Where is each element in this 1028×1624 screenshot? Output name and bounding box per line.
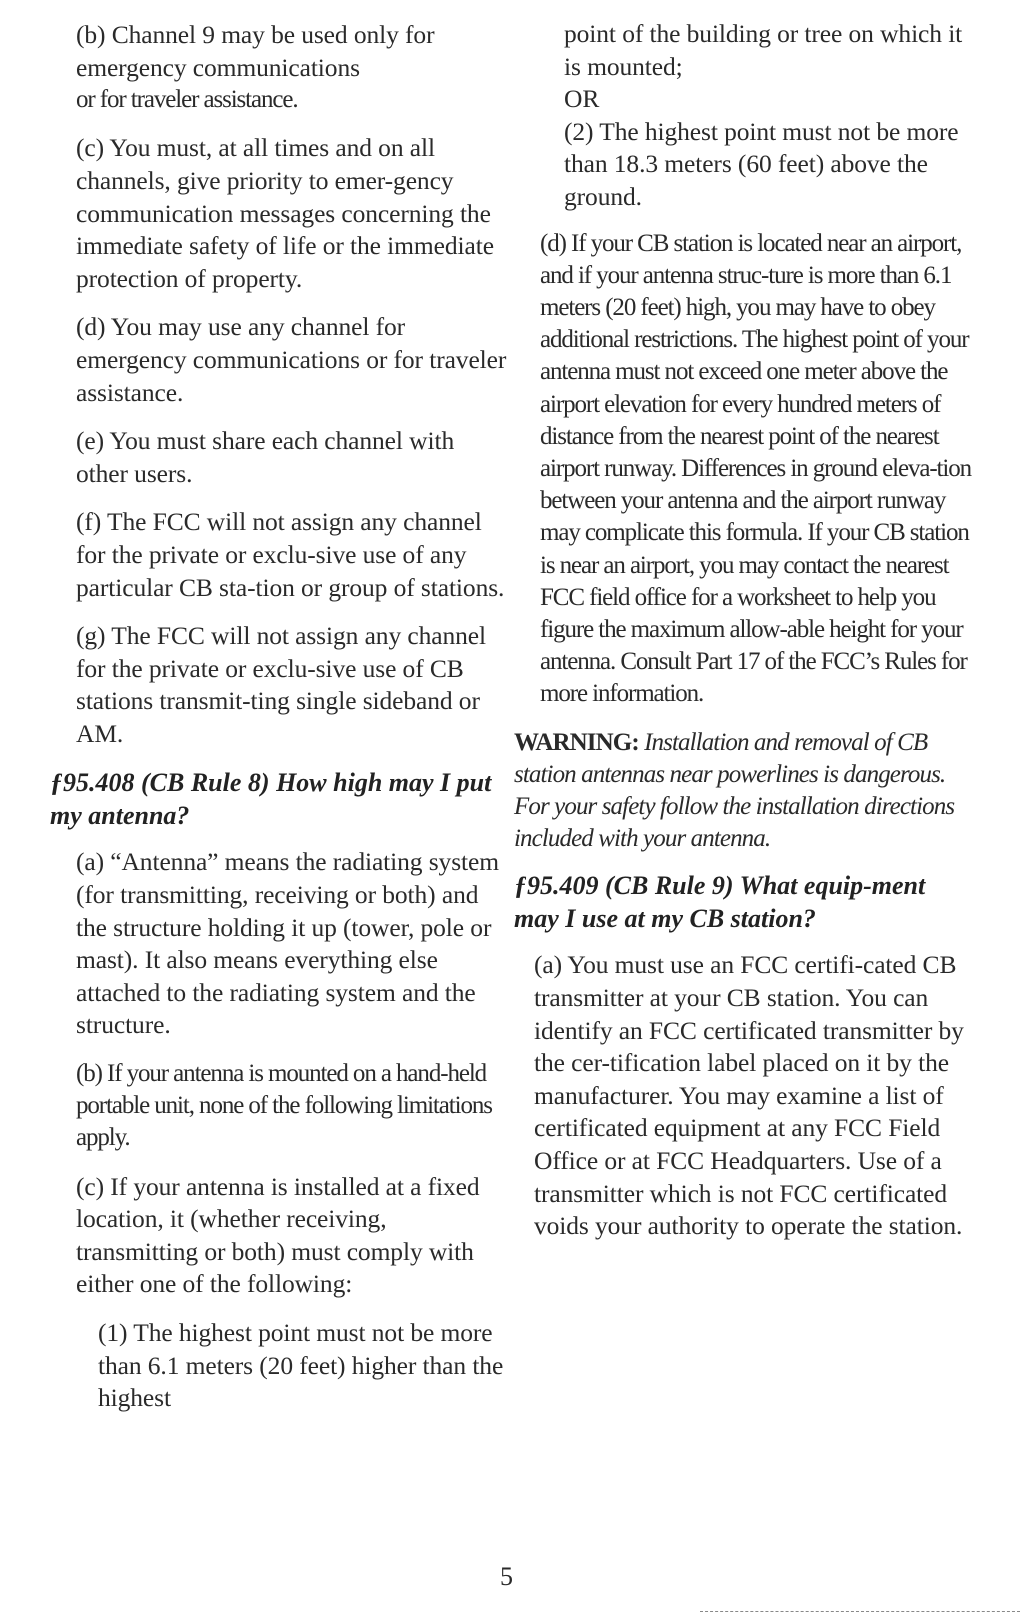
- para-c: (c) You must, at all times and on all channels, give priority to emer-gency communication messages concerning the immediate safety of life or the immediate protection of property.: [76, 133, 494, 293]
- rule8-para-c1: (1) The highest point must not be more than 6.1 meters (20 feet) higher than the highest: [98, 1318, 504, 1413]
- rule8-para-b: (b) If your antenna is mounted on a hand-held portable unit, none of the following limitations apply.: [76, 1060, 492, 1152]
- section-heading-95-409: ƒ95.409 (CB Rule 9) What equip-ment may I use at my CB station?: [514, 871, 926, 934]
- left-column: [50, 0, 508, 1415]
- para-e: (e) You must share each channel with other users.: [76, 426, 455, 488]
- rule8-para-a: (a) “Antenna” means the radiating system (for transmitting, receiving or both) and the structure holding it up (tower, pole or mast). It also means everything else attached to the radiating system and the structure.: [76, 847, 499, 1040]
- para-b: (b) Channel 9 may be used only for emergency communications: [76, 20, 435, 82]
- footer-rule: [700, 1611, 1020, 1612]
- rule8-para-c2: (2) The highest point must not be more than 18.3 meters (60 feet) above the ground.: [564, 116, 959, 211]
- rule8-para-c1-continued: point of the building or tree on which it is mounted;: [564, 19, 963, 81]
- rule8-para-c: (c) If your antenna is installed at a fixed location, it (whether receiving, transmitting or both) must comply with either one of the following:: [76, 1171, 480, 1299]
- para-f: (f) The FCC will not assign any channel for the private or exclu-sive use of any particular CB sta-tion or group of stations.: [76, 507, 505, 602]
- warning-note: [514, 727, 974, 856]
- para-d: (d) You may use any channel for emergency communications or for traveler assistance.: [76, 312, 507, 407]
- warning-text: Installation and removal of CB station antennas near powerlines is dangerous. For your safety follow the installation directions included with your antenna.: [514, 728, 955, 853]
- right-column: [514, 0, 974, 1243]
- para-b-continued: or for traveler assistance.: [76, 86, 298, 114]
- page-number: 5: [500, 1562, 513, 1591]
- or-separator: OR: [564, 84, 600, 114]
- rule8-para-d: (d) If your CB station is located near an airport, and if your antenna struc-ture is more than 6.1 meters (20 feet) high, you may have to obey additional restrictions. The highest point of your antenna must not exceed one meter above the airport elevation for every hundred meters of distance from the nearest point of the nearest airport runway. Differences in ground eleva-tion between your antenna and the airport runway may complicate this formula. If your CB station is near an airport, you may contact the nearest FCC field office for a worksheet to help you figure the maximum allow-able height for your antenna. Consult Part 17 of the FCC’s Rules for more information.: [540, 229, 972, 708]
- warning-label: WARNING:: [514, 728, 639, 756]
- para-g: (g) The FCC will not assign any channel for the private or exclu-sive use of CB stations transmit-ting single sideband or AM.: [76, 621, 486, 748]
- rule9-para-a: (a) You must use an FCC certifi-cated CB transmitter at your CB station. You can identify an FCC certificated transmitter by the cer-tification label placed on it by the manufacturer. You may examine a list of certificated equipment at any FCC Field Office or at FCC Headquarters. Use of a transmitter which is not FCC certificated voids your authority to operate the station.: [534, 950, 964, 1241]
- section-heading-95-408: ƒ95.408 (CB Rule 8) How high may I put my antenna?: [50, 768, 492, 831]
